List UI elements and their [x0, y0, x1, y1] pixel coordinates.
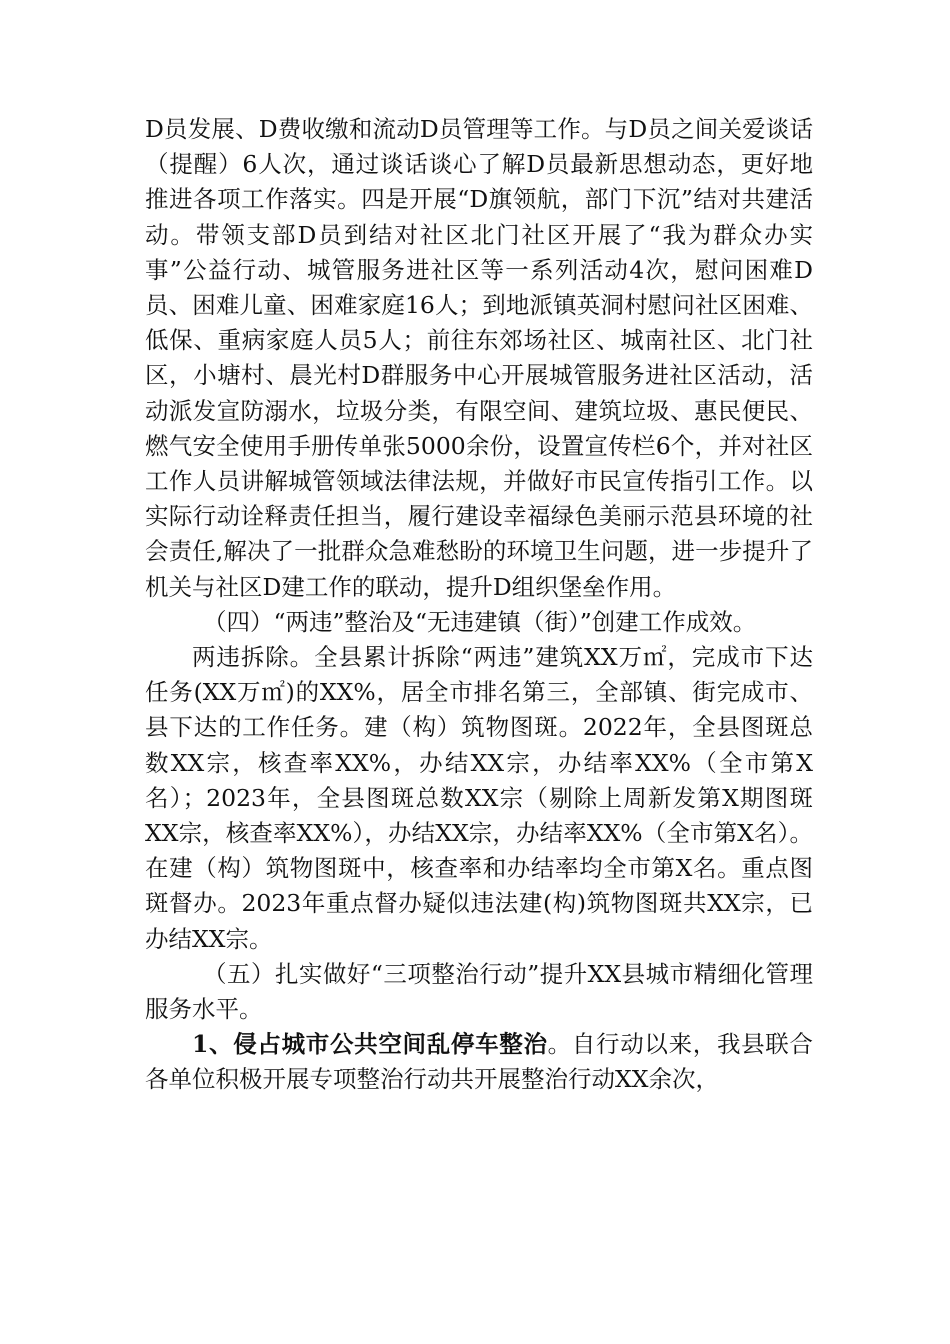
body-paragraph-party-work: D员发展、D费收缴和流动D员管理等工作。与D员之间关爱谈话（提醒）6人次，通过谈话谈心了解D员最新思想动态，更好地推进各项工作落实。四是开展“D旗领航，部门下沉”结对共建活动。带领支部D员到结对社区北门社区开展了“我为群众办实事”公益行动、城管服务进社区等一系列活动4次，慰问困难D员、困难儿童、困难家庭16人；到地派镇英洞村慰问社区困难、低保、重病家庭人员5人；前往东郊场社区、城南社区、北门社区，小塘村、晨光村D群服务中心开展城管服务进社区活动，活动派发宣防溺水，垃圾分类，有限空间、建筑垃圾、惠民便民、燃气安全使用手册传单张5000余份，设置宣传栏6个，并对社区工作人员讲解城管领域法律法规，并做好市民宣传指引工作。以实际行动诠释责任担当，履行建设幸福绿色美丽示范县环境的社会责任,解决了一批群众急难愁盼的环境卫生问题，进一步提升了机关与社区D建工作的联动，提升D组织堡垒作用。: [145, 115, 813, 601]
section-heading-five: （五）扎实做好“三项整治行动”提升XX县城市精细化管理服务水平。: [145, 959, 813, 1024]
section-heading-four: （四）“两违”整治及“无违建镇（街）”创建工作成效。: [203, 607, 757, 636]
paragraph-lead-title: 1、侵占城市公共空间乱停车整治: [192, 1030, 548, 1059]
body-paragraph-demolition: 两违拆除。全县累计拆除“两违”建筑XX万㎡，完成市下达任务(XX万㎡)的XX%，居全市排名第三，全部镇、街完成市、县下达的工作任务。建（构）筑物图斑。2022年，全县图斑总数XX宗，核查率XX%，办结XX宗，办结率XX%（全市第X名）；2023年，全县图斑总数XX宗（剔除上周新发第X期图斑XX宗，核查率XX%），办结XX宗，办结率XX%（全市第X名）。在建（构）筑物图斑中，核查率和办结率均全市第X名。重点图斑督办。2023年重点督办疑似违法建(构)筑物图斑共XX宗，已办结XX宗。: [145, 643, 813, 953]
document-page: [145, 112, 813, 1098]
body-paragraph-parking: [145, 1027, 813, 1097]
paragraph-body-text: 。自行动以来，我县联合各单位积极开展专项整治行动共开展整治行动XX余次，: [145, 1030, 813, 1094]
